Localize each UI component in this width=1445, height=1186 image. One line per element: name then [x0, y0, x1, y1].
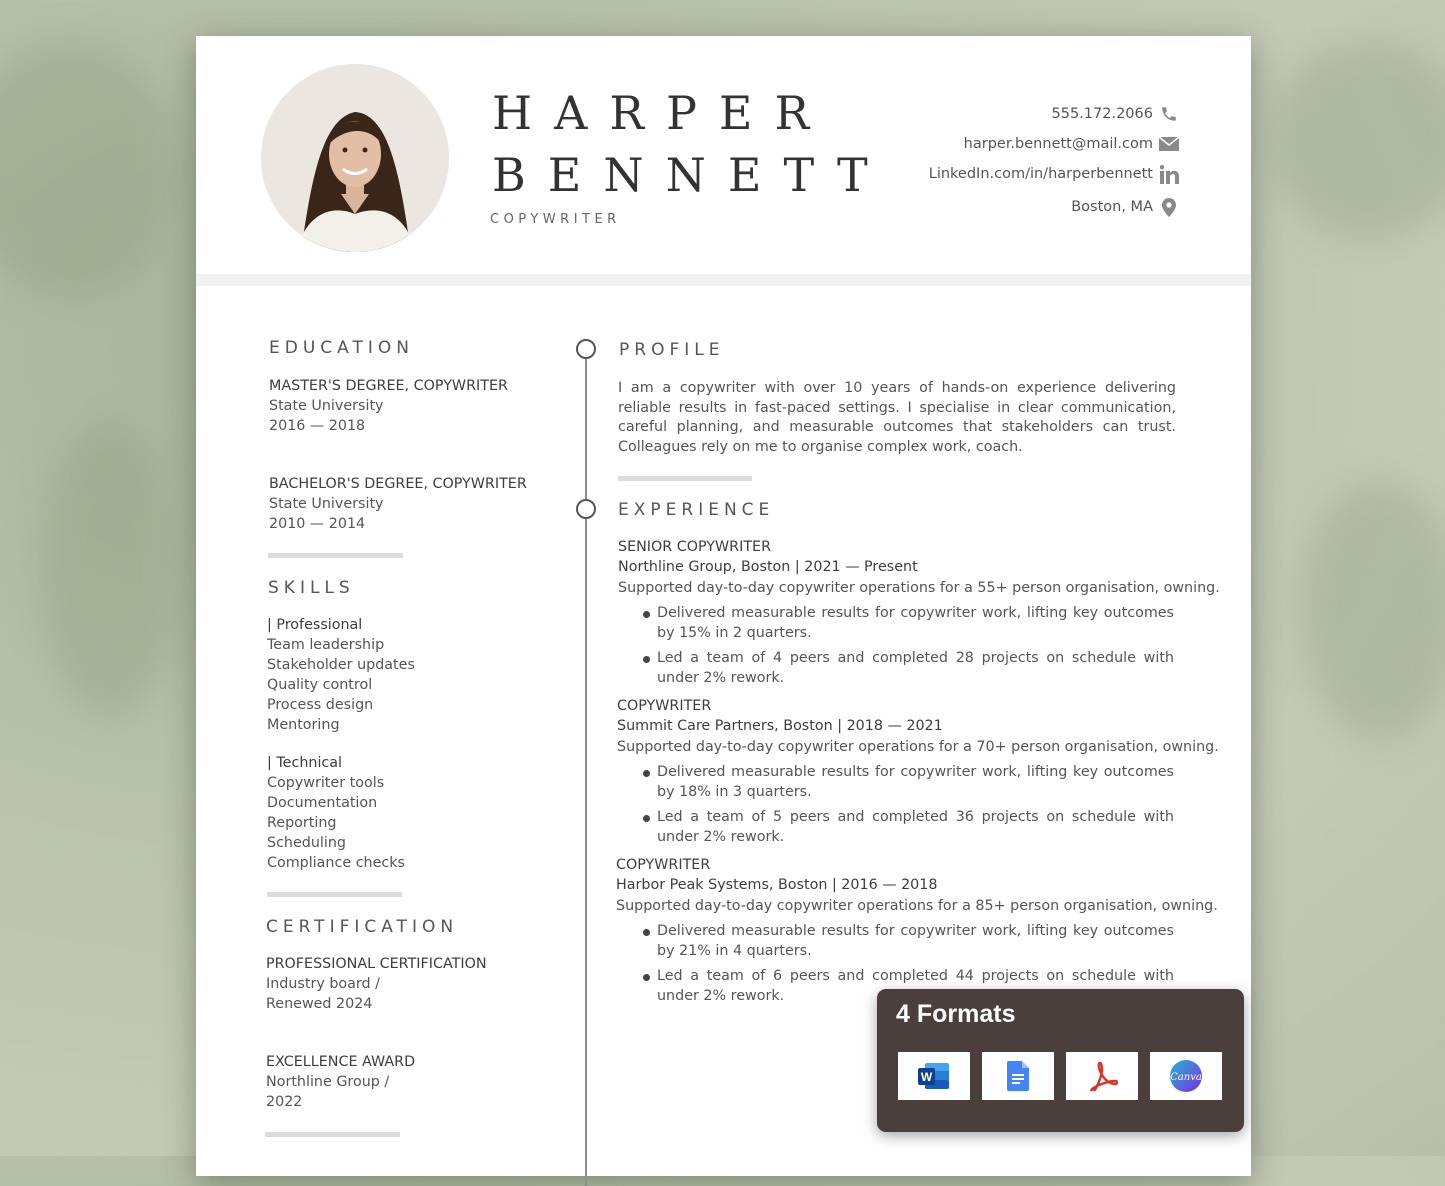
education-school-2: State University	[269, 496, 384, 512]
job-bullet: Led a team of 5 peers and completed 36 projects on schedule with under 2% rework.	[643, 808, 1174, 847]
section-divider	[618, 476, 752, 481]
section-divider	[265, 1132, 400, 1137]
job-company: Northline Group, Boston | 2021 — Present	[618, 559, 918, 575]
education-degree-1: MASTER'S DEGREE, COPYWRITER	[269, 378, 508, 394]
timeline-line	[585, 356, 587, 1186]
word-icon[interactable]	[898, 1052, 970, 1100]
pdf-icon[interactable]	[1066, 1052, 1138, 1100]
education-heading: EDUCATION	[269, 338, 414, 358]
skill-item: Scheduling	[267, 835, 347, 851]
education-school-1: State University	[269, 398, 384, 414]
skill-item: Quality control	[267, 677, 373, 693]
location-text: Boston, MA	[1071, 199, 1153, 215]
email-text: harper.bennett@mail.com	[963, 136, 1153, 152]
resume-header	[196, 36, 1251, 274]
profile-photo	[261, 64, 449, 252]
job-company: Harbor Peak Systems, Boston | 2016 — 2018	[616, 877, 938, 893]
cert-line-2a: Northline Group /	[266, 1074, 390, 1090]
contact-email	[964, 134, 1179, 154]
education-degree-2: BACHELOR'S DEGREE, COPYWRITER	[269, 476, 527, 492]
contact-linkedin[interactable]	[929, 164, 1179, 184]
first-name: HARPER	[492, 86, 832, 140]
cert-line-2b: 2022	[266, 1094, 303, 1110]
canva-wordmark: Canva	[1170, 1072, 1202, 1083]
skill-item: Process design	[267, 697, 374, 713]
job-summary: Supported day-to-day copywriter operations for a 70+ person organisation, owning.	[617, 739, 1219, 755]
section-divider	[267, 892, 402, 897]
contact-location	[1071, 197, 1179, 217]
job-title: COPYWRITER	[490, 212, 621, 227]
skill-item: Team leadership	[267, 637, 385, 653]
timeline-node-profile	[576, 339, 596, 359]
formats-badge	[877, 989, 1244, 1132]
job-role: SENIOR COPYWRITER	[618, 539, 772, 555]
google-docs-icon[interactable]	[982, 1052, 1054, 1100]
skill-item: Mentoring	[267, 717, 340, 733]
profile-heading: PROFILE	[619, 340, 725, 360]
experience-heading: EXPERIENCE	[618, 500, 775, 520]
phone-icon	[1159, 104, 1179, 124]
skill-item: Stakeholder updates	[267, 657, 415, 673]
location-pin-icon	[1159, 197, 1179, 217]
job-bullet: Delivered measurable results for copywriter work, lifting key outcomes by 18% in 3 quarters.	[643, 763, 1174, 802]
mail-icon	[1159, 134, 1179, 154]
certification-heading: CERTIFICATION	[266, 917, 459, 937]
contact-phone	[1052, 104, 1179, 124]
cert-line-1a: Industry board /	[266, 976, 380, 992]
phone-text: 555.172.2066	[1051, 106, 1153, 122]
profile-text: I am a copywriter with over 10 years of hands-on experience delivering reliable results in fast-paced settings. I specialise in clear communication, careful planning, and measurable outcomes that stakeholders can trust. Colleagues rely on me to organise complex work, coach.	[618, 380, 1176, 455]
formats-title: 4 Formats	[896, 1000, 1016, 1028]
education-years-2: 2010 — 2014	[269, 516, 366, 532]
job-summary: Supported day-to-day copywriter operations for a 85+ person organisation, owning.	[616, 898, 1218, 914]
last-name: BENNETT	[492, 148, 890, 202]
job-company: Summit Care Partners, Boston | 2018 — 2021	[617, 718, 943, 734]
job-summary: Supported day-to-day copywriter operations for a 55+ person organisation, owning.	[618, 580, 1220, 596]
job-bullet: Led a team of 6 peers and completed 44 projects on schedule with under 2% rework.	[643, 967, 1174, 1006]
cert-title-2: EXCELLENCE AWARD	[266, 1054, 416, 1070]
skills-group-label-professional: | Professional	[267, 617, 363, 633]
skills-group-label-technical: | Technical	[267, 755, 343, 771]
job-bullet: Led a team of 4 peers and completed 28 projects on schedule with under 2% rework.	[643, 649, 1174, 688]
word-letter: W	[920, 1070, 933, 1084]
header-divider	[196, 274, 1251, 286]
skill-item: Compliance checks	[267, 855, 406, 871]
skill-item: Copywriter tools	[267, 775, 385, 791]
linkedin-icon	[1159, 164, 1179, 184]
education-years-1: 2016 — 2018	[269, 418, 366, 434]
job-role: COPYWRITER	[616, 857, 711, 873]
job-role: COPYWRITER	[617, 698, 712, 714]
timeline-node-experience	[576, 499, 596, 519]
section-divider	[268, 553, 403, 558]
skill-item: Reporting	[267, 815, 337, 831]
cert-title-1: PROFESSIONAL CERTIFICATION	[266, 956, 487, 972]
skill-item: Documentation	[267, 795, 378, 811]
linkedin-text[interactable]: LinkedIn.com/in/harperbennett	[928, 166, 1153, 182]
job-bullet: Delivered measurable results for copywriter work, lifting key outcomes by 21% in 4 quarters.	[643, 922, 1174, 961]
canva-icon[interactable]	[1150, 1052, 1222, 1100]
cert-line-1b: Renewed 2024	[266, 996, 373, 1012]
job-bullet: Delivered measurable results for copywriter work, lifting key outcomes by 15% in 2 quarters.	[643, 604, 1174, 643]
skills-heading: SKILLS	[268, 578, 355, 598]
